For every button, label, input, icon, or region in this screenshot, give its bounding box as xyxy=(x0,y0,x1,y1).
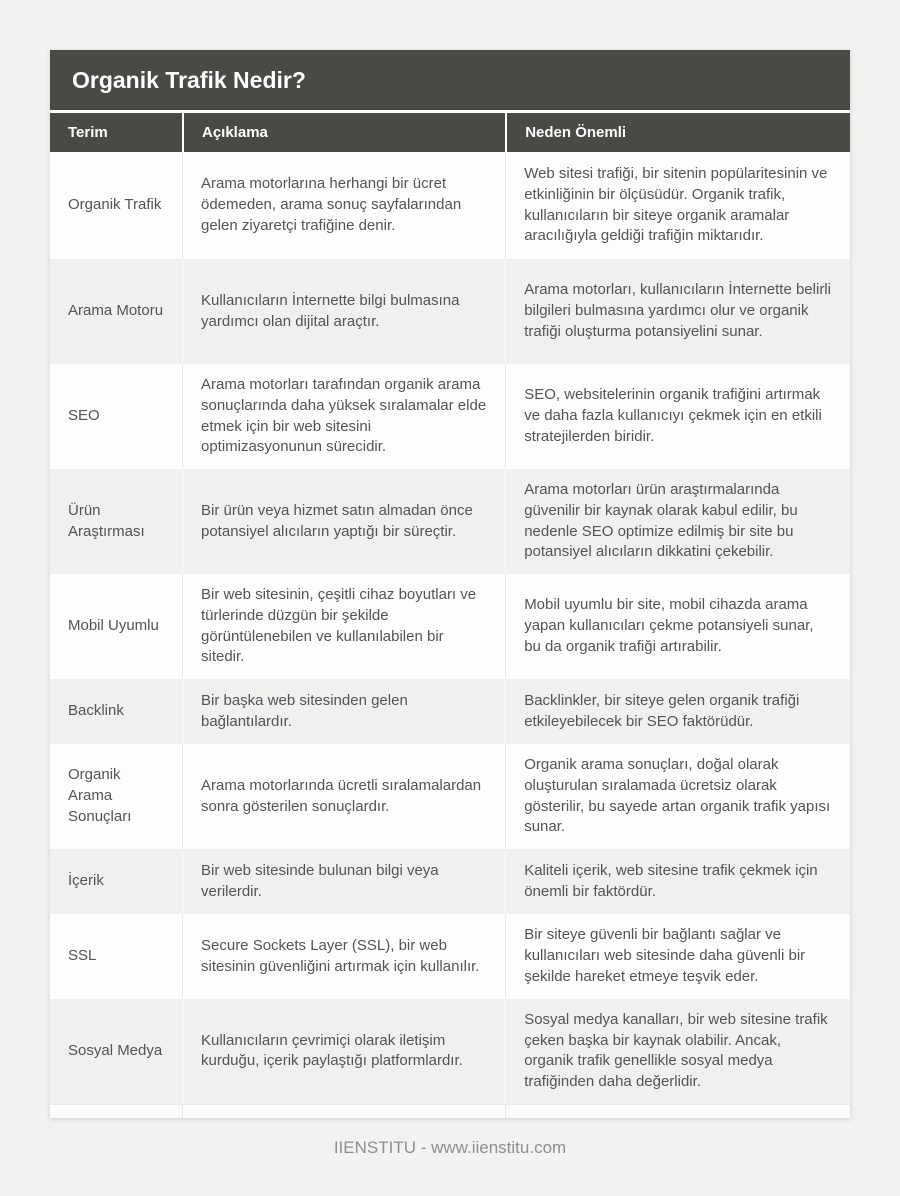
term-label: SSL xyxy=(68,947,97,965)
column-header-aciklama: Açıklama xyxy=(182,113,505,152)
importance-text: Mobil uyumlu bir site, mobil cihazda arama yapan kullanıcıları çekme potansiyeli sunar, bu da organik trafiği artırabilir. xyxy=(524,596,814,655)
importance-cell xyxy=(505,574,850,679)
term-label: Backlink xyxy=(68,702,124,720)
term-label: Organik Arama Sonuçları xyxy=(68,766,132,825)
term-label: SEO xyxy=(68,407,100,425)
importance-cell xyxy=(505,364,850,469)
term-cell xyxy=(50,574,182,679)
table-row xyxy=(50,914,850,999)
description-text: Arama motorlarında ücretli sıralamalardan sonra gösterilen sonuçlardır. xyxy=(201,776,482,815)
description-text: Arama motorlarına herhangi bir ücret ödemeden, arama sonuç sayfalarından gelen ziyaretçi trafiğine denir. xyxy=(201,175,462,234)
term-cell xyxy=(50,469,182,574)
table-row xyxy=(50,152,850,259)
description-text: Kullanıcıların İnternette bilgi bulmasına yardımcı olan dijital araçtır. xyxy=(201,291,460,330)
importance-text: Sosyal medya kanalları, bir web sitesine trafik çeken başka bir kaynak olabilir. Ancak, organik trafik genellikle sosyal medya trafiğinden daha değerlidir. xyxy=(524,1011,828,1091)
description-text: Bir web sitesinin, çeşitli cihaz boyutları ve türlerinde düzgün bir şekilde görüntülenebilen ve kullanılabilen bir sitedir. xyxy=(201,586,477,666)
description-cell xyxy=(182,574,505,679)
table-row xyxy=(50,744,850,849)
table-bottom-strip xyxy=(50,1104,850,1118)
term-cell xyxy=(50,364,182,469)
table-card xyxy=(50,50,850,1118)
importance-text: Backlinkler, bir siteye gelen organik trafiği etkileyebilecek bir SEO faktörüdür. xyxy=(524,691,800,730)
column-header-terim: Terim xyxy=(68,124,108,141)
table-row xyxy=(50,259,850,364)
term-label: Sosyal Medya xyxy=(68,1042,163,1060)
term-label: Mobil Uyumlu xyxy=(68,617,159,635)
table-header-row xyxy=(50,113,850,152)
term-cell xyxy=(50,914,182,999)
table-body xyxy=(50,152,850,1104)
importance-cell xyxy=(505,914,850,999)
importance-cell xyxy=(505,259,850,364)
bottom-strip-cell xyxy=(182,1105,505,1118)
importance-text: Arama motorları ürün araştırmalarında güvenilir bir kaynak olarak kabul edilir, bu nedenle SEO optimize edilmiş bir site bu potansiyel alıcıların dikkatini çekebilir. xyxy=(524,481,798,561)
description-cell xyxy=(182,999,505,1104)
description-cell xyxy=(182,152,505,259)
importance-text: Kaliteli içerik, web sitesine trafik çekmek için önemli bir faktördür. xyxy=(524,861,818,900)
term-label: Arama Motoru xyxy=(68,302,164,320)
term-label: Ürün Araştırması xyxy=(68,501,145,540)
importance-cell xyxy=(505,469,850,574)
term-cell xyxy=(50,259,182,364)
importance-cell xyxy=(505,999,850,1104)
footer-credit: IIENSTITU - www.iienstitu.com xyxy=(333,1137,567,1157)
importance-cell xyxy=(505,849,850,914)
bottom-strip-cell xyxy=(50,1105,182,1118)
term-label: Organik Trafik xyxy=(68,196,162,214)
importance-cell xyxy=(505,679,850,744)
description-text: Kullanıcıların çevrimiçi olarak iletişim kurduğu, içerik paylaştığı platformlardır. xyxy=(201,1031,463,1070)
description-cell xyxy=(182,744,505,849)
table-row xyxy=(50,849,850,914)
table-row xyxy=(50,364,850,469)
column-header-neden-onemli: Neden Önemli xyxy=(505,113,850,152)
importance-cell xyxy=(505,152,850,259)
description-cell xyxy=(182,849,505,914)
description-cell xyxy=(182,259,505,364)
table-row xyxy=(50,574,850,679)
page-title: Organik Trafik Nedir? xyxy=(50,50,850,110)
table-row xyxy=(50,469,850,574)
table-row xyxy=(50,999,850,1104)
importance-text: SEO, websitelerinin organik trafiğini artırmak ve daha fazla kullanıcıyı çekmek için en etkili stratejilerden biridir. xyxy=(524,386,822,445)
term-cell xyxy=(50,999,182,1104)
term-cell xyxy=(50,152,182,259)
term-label: İçerik xyxy=(68,872,104,890)
description-cell xyxy=(182,469,505,574)
term-cell xyxy=(50,679,182,744)
description-text: Bir ürün veya hizmet satın almadan önce potansiyel alıcıların yaptığı bir süreçtir. xyxy=(201,501,473,540)
description-text: Bir web sitesinde bulunan bilgi veya verilerdir. xyxy=(201,861,439,900)
term-cell xyxy=(50,744,182,849)
importance-text: Arama motorları, kullanıcıların İnternette belirli bilgileri bulmasına yardımcı olur ve organik trafiği oluşturma potansiyelini sunar. xyxy=(524,281,831,340)
importance-text: Bir siteye güvenli bir bağlantı sağlar ve kullanıcıları web sitesinde daha güvenli bir şekilde hareket etmeye teşvik eder. xyxy=(524,926,806,985)
table-row xyxy=(50,679,850,744)
importance-text: Web sitesi trafiği, bir sitenin popülaritesinin ve etkinliğinin bir ölçüsüdür. Organik trafik, kullanıcıların bir siteye organik aramalar aracılığıyla geldiği trafiğin miktarıdır. xyxy=(524,165,828,245)
description-cell xyxy=(182,914,505,999)
description-text: Secure Sockets Layer (SSL), bir web sitesinin güvenliğini artırmak için kullanılır. xyxy=(201,936,480,975)
description-cell xyxy=(182,364,505,469)
importance-text: Organik arama sonuçları, doğal olarak oluşturulan sıralamada ücretsiz olarak gösterilir, bu sayede artan organik trafik yapısı sunar. xyxy=(524,756,831,836)
term-cell xyxy=(50,849,182,914)
importance-cell xyxy=(505,744,850,849)
description-text: Bir başka web sitesinden gelen bağlantılardır. xyxy=(201,691,408,730)
description-text: Arama motorları tarafından organik arama sonuçlarında daha yüksek sıralamalar elde etmek için bir web sitesini optimizasyonunun sürecidir. xyxy=(201,376,487,456)
description-cell xyxy=(182,679,505,744)
bottom-strip-cell xyxy=(505,1105,850,1118)
